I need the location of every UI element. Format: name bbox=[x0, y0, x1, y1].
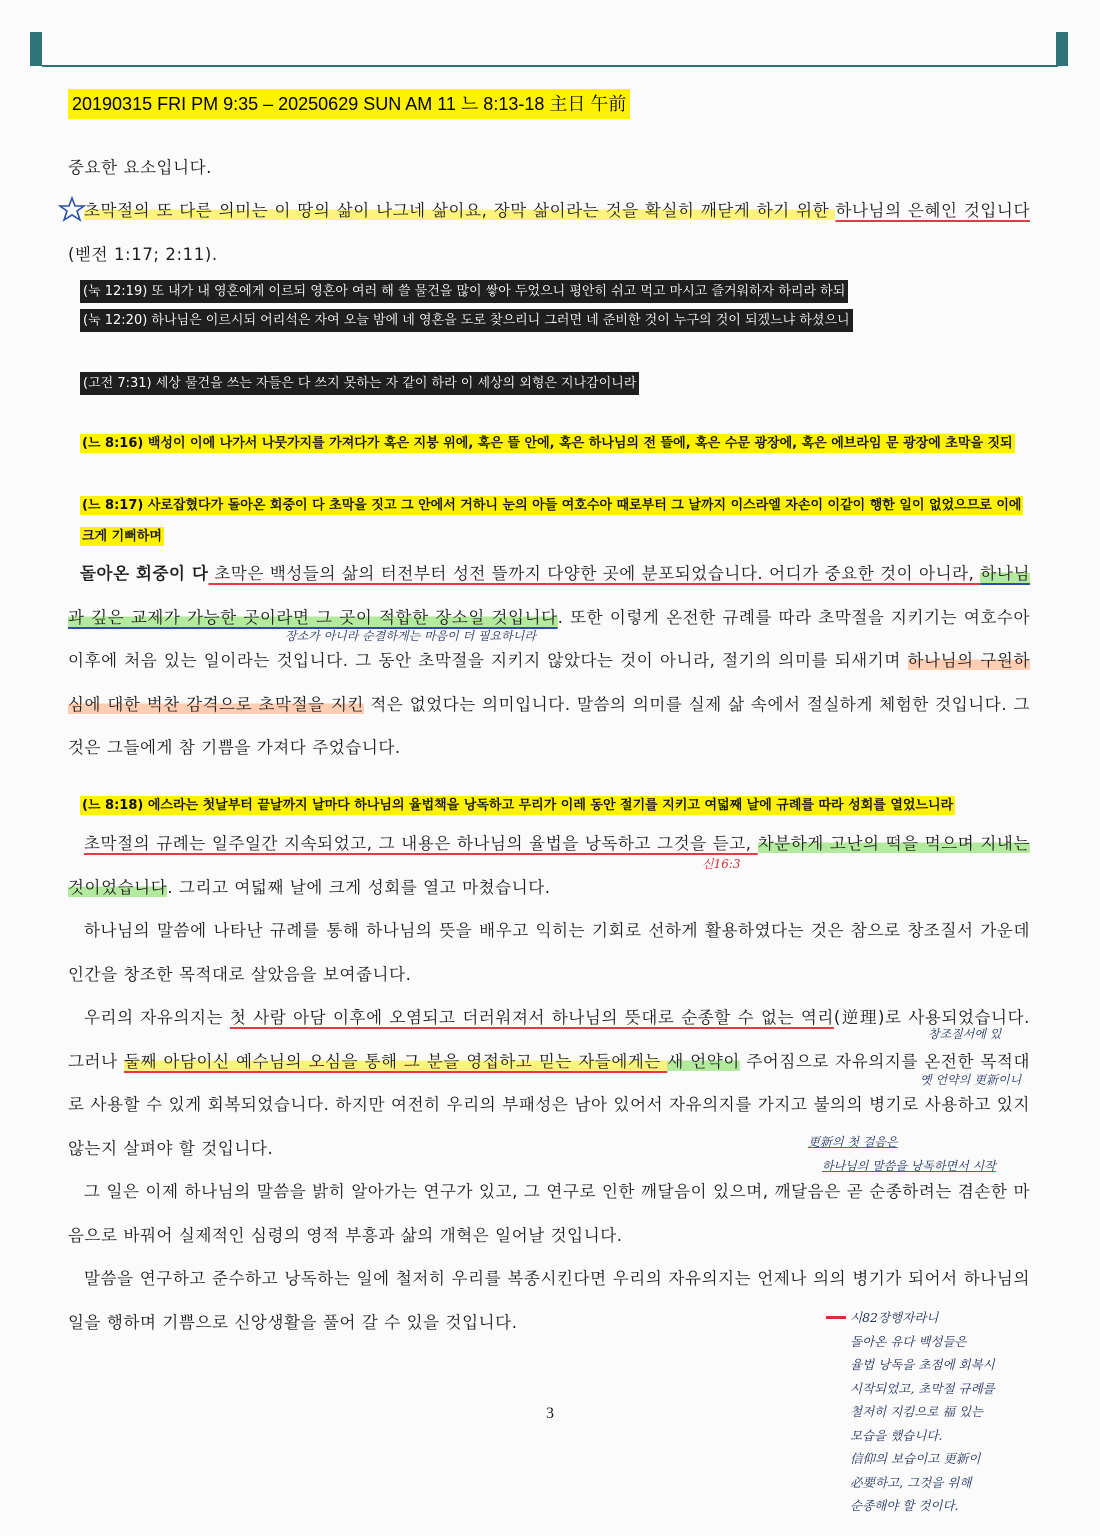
handwritten-note-creation: 창조질서에 있 bbox=[928, 1027, 1002, 1041]
paragraph-6: 그 일은 이제 하나님의 말씀을 밝히 알아가는 연구가 있고, 그 연구로 인한 깨달음이 있으며, 깨달음은 곧 순종하려는 겸손한 마음으로 바꿔어 실제적인 심령의 영적 부흥과 삶의 개혁은 일어날 것입니다. bbox=[68, 1182, 1030, 1245]
frame-bar-right bbox=[1056, 32, 1068, 66]
handwritten-note-reading: 하나님의 말씀을 낭독하면서 시작 bbox=[822, 1159, 996, 1173]
frame-bar-left bbox=[30, 32, 42, 66]
verse-neh-8-17: (느 8:17) 사로잡혔다가 돌아온 회중이 다 초막을 짓고 그 안에서 거하니 눈의 아들 여호수아 때로부터 그 날까지 이스라엘 자손이 이같이 행한 일이 없었으므로 이에 크게 기뻐하며 bbox=[82, 498, 1022, 544]
margin-note-line: 율법 낭독을 초점에 회복시 bbox=[850, 1357, 995, 1372]
paragraph-4: 하나님의 말씀에 나타난 규례를 통해 하나님의 뜻을 배우고 익히는 기회로 선하게 활용하였다는 것은 참으로 창조질서 가운데 인간을 창조한 목적대로 살았음을 보여줍니다. bbox=[68, 921, 1030, 984]
frame-top-line bbox=[42, 65, 1058, 67]
margin-dash bbox=[826, 1316, 846, 1319]
verse-neh-8-18: (느 8:18) 에스라는 첫날부터 끝날까지 날마다 하나님의 율법책을 낭독하고 무리가 이레 동안 절기를 지키고 여덟째 날에 규례를 따라 성회를 열었느니라 bbox=[82, 798, 954, 813]
handwritten-note-renewal: 更新의 첫 걸음은 bbox=[808, 1135, 898, 1149]
verse-luke-12-19: (눅 12:19) 또 내가 내 영혼에게 이르되 영혼아 여러 해 쓸 물건을 많이 쌓아 두었으니 평안히 쉬고 먹고 마시고 즐거워하자 하리라 하되 bbox=[80, 280, 848, 303]
handwritten-note-covenant: 옛 언약의 更新이니 bbox=[920, 1073, 1022, 1087]
verse-1cor-7-31: (고전 7:31) 세상 물건을 쓰는 자들은 다 쓰지 못하는 자 같이 하라 이 세상의 외형은 지나감이니라 bbox=[80, 372, 639, 395]
handwritten-note-place: 장소가 아니라 순결하게는 마음이 더 필요하니라 bbox=[285, 629, 536, 643]
paragraph-7: 말씀을 연구하고 준수하고 낭독하는 일에 철저히 우리를 복종시킨다면 우리의 자유의지는 언제나 의의 병기가 되어서 하나님의 일을 행하며 기쁨으로 신앙생활을 풀어 갈 수 있을 것입니다. bbox=[68, 1269, 1030, 1332]
paragraph-5: 우리의 자유의지는 첫 사람 아담 이후에 오염되고 더러워져서 하나님의 뜻대로 순종할 수 없는 역리(逆理)로 사용되었습니다. 그러나 둘째 아담이신 예수님의 오심을 통해 그 분을 영접하고 믿는 자들에게는 새 언약이 주어짐으로 자유의지를 온전한 목적대로 사용할 수 있게 회복되었습니다. 하지만 여전히 우리의 부패성은 남아 있어서 자유의지를 가지고 불의의 병기로 사용하고 있지 않는지 살펴야 할 것입니다. bbox=[68, 1008, 1030, 1158]
verse-neh-8-16: (느 8:16) 백성이 이에 나가서 나뭇가지를 가져다가 혹은 지붕 위에, 혹은 뜰 안에, 혹은 하나님의 전 뜰에, 혹은 수문 광장에, 혹은 에브라임 문 광장에 초막을 짓되 bbox=[82, 436, 1013, 451]
page-number: 3 bbox=[546, 1405, 554, 1422]
paragraph-1: 초막절의 또 다른 의미는 이 땅의 삶이 나그네 삶이요, 장막 삶이라는 것을 확실히 깨닫게 하기 위한 하나님의 은혜인 것입니다(벧전 1:17; 2:11). bbox=[68, 201, 1030, 264]
handwritten-note-deut: 신16:3 bbox=[702, 857, 741, 871]
verse-luke-12-20: (눅 12:20) 하나님은 이르시되 어리석은 자여 오늘 밤에 네 영혼을 도로 찾으리니 그러면 네 준비한 것이 누구의 것이 되겠느냐 하셨으니 bbox=[80, 309, 853, 332]
paragraph-3: 초막절의 규례는 일주일간 지속되었고, 그 내용은 하나님의 율법을 낭독하고 그것을 듣고, 차분하게 고난의 떡을 먹으며 지내는 것이었습니다. 그리고 여덟째 날에 크게 성회를 열고 마쳤습니다. bbox=[68, 834, 1031, 897]
margin-note-line: 순종해야 할 것이다. bbox=[850, 1498, 959, 1513]
margin-note-line: 必要하고, 그것을 위해 bbox=[850, 1474, 972, 1490]
paragraph-2: 돌아온 회중이 다 초막은 백성들의 삶의 터전부터 성전 뜰까지 다양한 곳에 분포되었습니다. 어디가 중요한 것이 아니라, 하나님과 깊은 교제가 가능한 곳이라면 그 곳이 적합한 장소일 것입니다. 또한 이렇게 온전한 규례를 따라 초막절을 지키기는 여호수아 이후에 처음 있는 일이라는 것입니다. 그 동안 초막절을 지키지 않았다는 것이 아니라, 절기의 의미를 되새기며 하나님의 구원하심에 대한 벅찬 감격으로 초막절을 지킨 적은 없었다는 의미입니다. 말씀의 의미를 실제 삶 속에서 절실하게 체험한 것입니다. 그것은 그들에게 참 기쁨을 가져다 주었습니다. bbox=[68, 564, 1030, 757]
margin-note-line: 信仰의 보습이고 更新이 bbox=[850, 1451, 981, 1466]
sermon-date-header: 20190315 FRI PM 9:35 – 20250629 SUN AM 11 느 8:13-18 主日 午前 bbox=[68, 89, 630, 119]
margin-note-line: 모습을 했습니다. bbox=[850, 1427, 943, 1443]
margin-note-line: 시작되었고, 초막절 규례를 bbox=[850, 1380, 995, 1396]
intro-line: 중요한 요소입니다. bbox=[68, 158, 213, 177]
margin-note-line: 시82장행자라니 bbox=[850, 1310, 939, 1325]
margin-note-line: 돌아온 유다 백성들은 bbox=[850, 1333, 967, 1349]
margin-note-line: 철저히 지킴으로 福 있는 bbox=[850, 1404, 984, 1419]
